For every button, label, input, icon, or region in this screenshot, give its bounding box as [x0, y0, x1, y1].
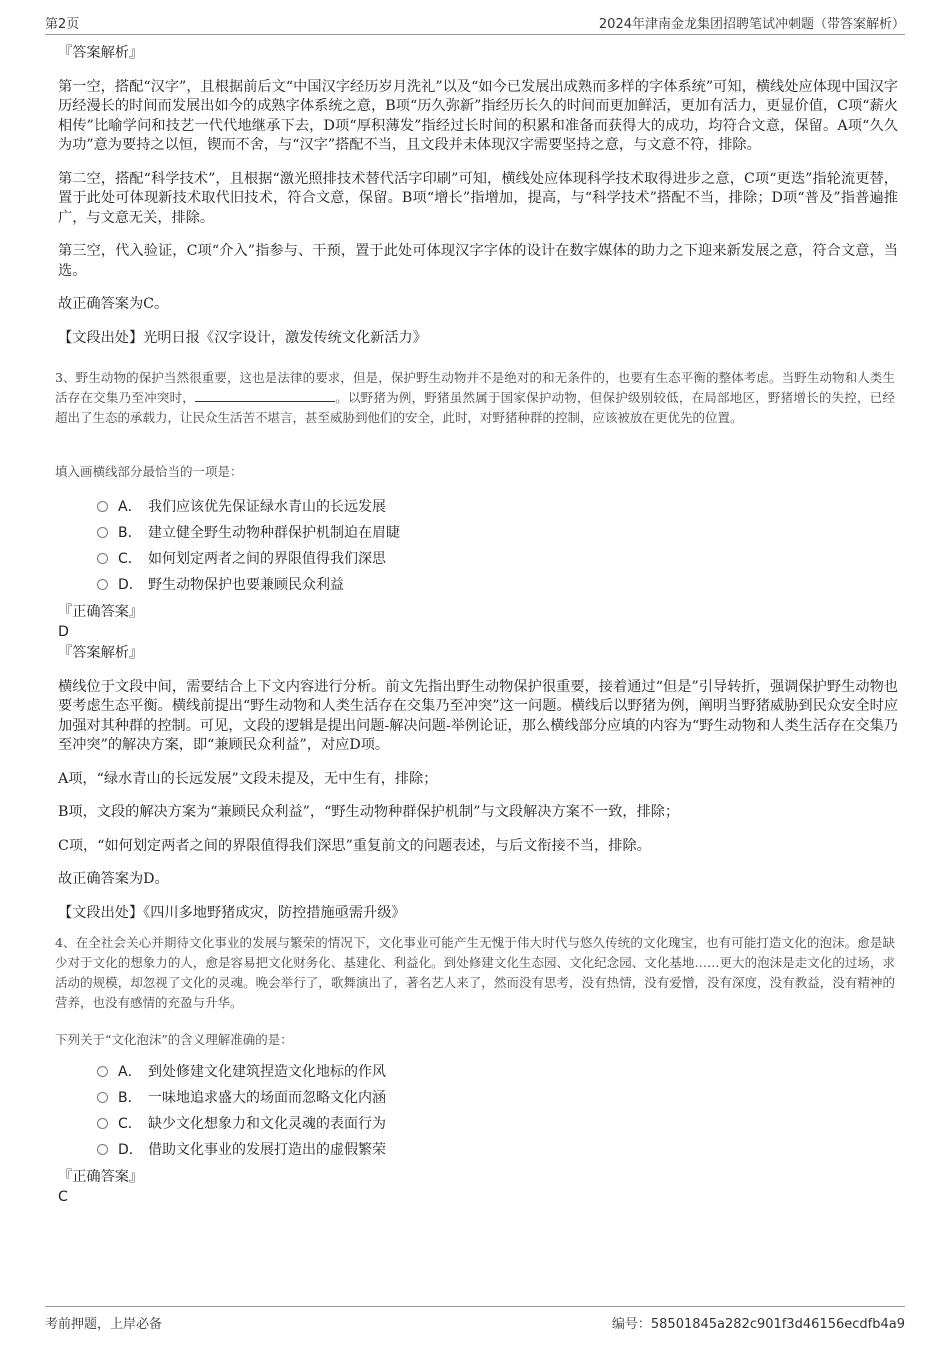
radio-icon[interactable]	[97, 1092, 108, 1103]
option-c[interactable]: C． 缺少文化想象力和文化灵魂的表面行为	[97, 1111, 386, 1137]
option-b[interactable]: B． 建立健全野生动物种群保护机制迫在眉睫	[97, 520, 400, 546]
analysis-paragraph: B项，文段的解决方案为“兼顾民众利益”，“野生动物种群保护机制”与文段解决方案不一致，排除；	[58, 804, 680, 820]
document-title: 2024年津南金龙集团招聘笔试冲刺题（带答案解析）	[598, 17, 905, 32]
page-number: 第2页	[45, 17, 80, 32]
option-d[interactable]: D． 借助文化事业的发展打造出的虚假繁荣	[97, 1137, 386, 1163]
question-3-stem-part2: 。以野猪为例，野猪虽然属于国家保护动物，但保护级别较低，在局部地区，野猪增长的失控，已经超出了生态的承载力，让民众生活苦不堪言，甚至威胁到他们的安全，此时，对野猪种群的控制，应该被放在更优先的位置。	[55, 390, 895, 425]
question-4-text: 4、在全社会关心并期待文化事业的发展与繁荣的情况下，文化事业可能产生无愧于伟大时代与悠久传统的文化瑰宝，也有可能打造文化的泡沫。愈是缺少对于文化的想象力的人，愈是容易把文化财务化、基建化、利益化。到处修建文化生态园、文化纪念园、文化基地……更大的泡沫是走文化的过场，求活动的规模，却忽视了文化的灵魂。晚会举行了，歌舞演出了，著名艺人来了，然而没有思考，没有热情，没有爱憎，没有深度，没有教益，没有精神的营养，也没有感情的充盈与升华。	[55, 935, 895, 1010]
analysis-conclusion: 故正确答案为D。	[58, 871, 169, 887]
question-4-prompt: 下列关于“文化泡沫”的含义理解准确的是：	[55, 1032, 293, 1047]
analysis-paragraph: A项，“绿水青山的长远发展”文段未提及，无中生有，排除；	[58, 770, 438, 787]
analysis-label: 『答案解析』	[58, 645, 144, 661]
document-id: 编号：58501845a282c901f3d46156ecdfb4a9	[611, 1317, 905, 1332]
radio-icon[interactable]	[97, 1118, 108, 1129]
question-3-text	[55, 368, 895, 428]
section-prev-analysis	[58, 44, 898, 348]
correct-answer: C	[58, 1188, 68, 1205]
analysis-paragraph: 第一空，搭配“汉字”，且根据前后文“中国汉字经历岁月洗礼”以及“如今已发展出成熟而多样的字体系统”可知，横线处应体现中国汉字历经漫长的时间而发展出如今的成熟字体系统之意，B项“历久弥新”指经历长久的时间而更加鲜活，更加有活力，更显价值，C项“薪火相传”比喻学问和技艺一代代地继承下去，D项“厚积薄发”指经过长时间的积累和准备而获得大的成功，均符合文意，保留。A项“久久为功”意为要持之以恒，锲而不舍，与“汉字”搭配不当，且文段并未体现汉字需要坚持之意，与文意不符，排除。	[58, 78, 898, 153]
answer-label: 『正确答案』	[58, 1169, 144, 1185]
answer-label: 『正确答案』	[58, 604, 144, 620]
question-3-options	[97, 494, 400, 598]
source-citation: 【文段出处】光明日报《汉字设计，激发传统文化新活力》	[58, 329, 427, 346]
analysis-label: 『答案解析』	[58, 45, 144, 61]
analysis-paragraph: 横线位于文段中间，需要结合上下文内容进行分析。前文先指出野生动物保护很重要，接着通过“但是”引导转折，强调保护野生动物也要考虑生态平衡。横线前提出“野生动物和人类生活存在交集乃至冲突”这一问题。横线后以野猪为例，阐明当野猪威胁到民众安全时应加强对其种群的控制。可见，文段的逻辑是提出问题-解决问题-举例论证，那么横线部分应填的内容为“野生动物和人类生活存在交集乃至冲突”的解决方案，即“兼顾民众利益”，对应D项。	[58, 678, 898, 753]
correct-answer: D	[58, 623, 69, 640]
analysis-paragraph: 第三空，代入验证，C项“介入”指参与、干预，置于此处可体现汉字字体的设计在数字媒体的助力之下迎来新发展之意，符合文意，当选。	[58, 243, 898, 279]
analysis-paragraph: 第二空，搭配“科学技术”，且根据“激光照排技术替代活字印刷”可知，横线处应体现科学技术取得进步之意，C项“更迭”指轮流更替，置于此处可体现新技术取代旧技术，符合文意，保留。B项“增长”指增加，提高，与“科学技术”搭配不当，排除；D项“普及”指普遍推广，与文意无关，排除。	[58, 170, 898, 226]
analysis-conclusion: 故正确答案为C。	[58, 296, 169, 312]
radio-icon[interactable]	[97, 527, 108, 538]
analysis-paragraph: C项，“如何划定两者之间的界限值得我们深思”重复前文的问题表述，与后文衔接不当，排除。	[58, 837, 651, 854]
answer-blank	[195, 389, 335, 402]
option-b[interactable]: B． 一味地追求盛大的场面而忽略文化内涵	[97, 1085, 386, 1111]
footer-slogan: 考前押题，上岸必备	[45, 1317, 163, 1332]
option-a[interactable]: A． 到处修建文化建筑捏造文化地标的作风	[97, 1059, 386, 1085]
option-c[interactable]: C． 如何划定两者之间的界限值得我们深思	[97, 546, 400, 572]
radio-icon[interactable]	[97, 579, 108, 590]
radio-icon[interactable]	[97, 1144, 108, 1155]
question-3-stem-part1: 3、野生动物的保护当然很重要，这也是法律的要求，但是，保护野生动物并不是绝对的和无条件的，也要有生态平衡的整体考虑。当野生动物和人类生活存在交集乃至冲突时，	[55, 370, 895, 405]
option-d[interactable]: D． 野生动物保护也要兼顾民众利益	[97, 572, 400, 598]
radio-icon[interactable]	[97, 501, 108, 512]
option-a[interactable]: A． 我们应该优先保证绿水青山的长远发展	[97, 494, 400, 520]
source-citation: 【文段出处】《四川多地野猪成灾，防控措施亟需升级》	[58, 904, 406, 921]
radio-icon[interactable]	[97, 553, 108, 564]
question-3-answer-section	[58, 603, 898, 923]
question-4-answer-section	[58, 1168, 898, 1209]
question-4-options	[97, 1059, 386, 1163]
question-3-prompt: 填入画横线部分最恰当的一项是：	[55, 464, 243, 479]
page-footer	[45, 1306, 905, 1332]
radio-icon[interactable]	[97, 1066, 108, 1077]
page-header	[45, 12, 905, 35]
